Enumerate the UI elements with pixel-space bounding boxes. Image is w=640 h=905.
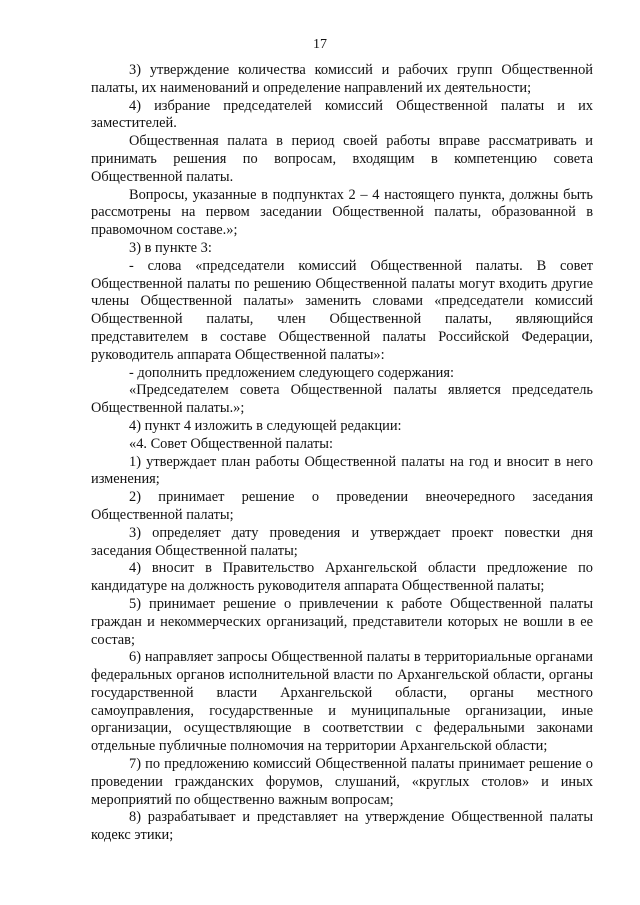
list-item-8: 8) разрабатывает и представляет на утверждение Общественной палаты кодекс этики; [91, 809, 593, 844]
paragraph-council-chair: «Председателем совета Общественной палаты является председатель Общественной палаты.»; [91, 382, 593, 417]
list-item-7: 7) по предложению комиссий Общественной палаты принимает решение о проведении гражданских форумов, слушаний, «круглых столов» и иных мероприятий по общественно важным вопросам; [91, 756, 593, 808]
paragraph-point-4-heading: 4) пункт 4 изложить в следующей редакции: [129, 417, 402, 434]
list-item-1: 1) утверждает план работы Общественной палаты на год и вносит в него изменения; [91, 453, 593, 488]
paragraph-add-sentence: - дополнить предложением следующего содержания: [129, 364, 454, 381]
paragraph-powers: Общественная палата в период своей работы вправе рассматривать и принимать решения по вопросам, входящим в компетенцию совета Общественной палаты. [91, 133, 593, 185]
list-item-3: 3) определяет дату проведения и утверждает проект повестки дня заседания Общественной палаты; [91, 524, 593, 559]
paragraph-first-meeting: Вопросы, указанные в подпунктах 2 – 4 настоящего пункта, должны быть рассмотрены на первом заседании Общественной палаты, образованной в правомочном составе.»; [91, 186, 593, 239]
paragraph-council-title: «4. Совет Общественной палаты: [129, 435, 333, 452]
paragraph-item-3: 3) утверждение количества комиссий и рабочих групп Общественной палаты, их наименований и определение направлений их деятельности; [91, 62, 593, 96]
paragraph-point-3-heading: 3) в пункте 3: [129, 239, 212, 256]
list-item-6: 6) направляет запросы Общественной палаты в территориальные органами федеральных органов исполнительной власти по Архангельской области, органы государственной власти Архангельской области, органы местного самоуправления, государственные и муниципальные организации, иные организации, осуществляющие в соответствии с федеральными законами отдельные публичные полномочия на территории Архангельской области; [91, 649, 593, 755]
page-number: 17 [313, 37, 327, 52]
list-item-5: 5) принимает решение о привлечении к работе Общественной палаты граждан и некоммерческих организаций, представители которых не вошли в ее состав; [91, 595, 593, 648]
list-item-2: 2) принимает решение о проведении внеочередного заседания Общественной палаты; [91, 489, 593, 523]
document-body [91, 62, 593, 845]
list-item-4: 4) вносит в Правительство Архангельской области предложение по кандидатуре на должность руководителя аппарата Общественной палаты; [91, 560, 593, 595]
paragraph-item-4: 4) избрание председателей комиссий Общественной палаты и их заместителей. [91, 97, 593, 132]
paragraph-replace-words: - слова «председатели комиссий Общественной палаты. В совет Общественной палаты по решению Общественной палаты могут входить другие члены Общественной палаты» заменить словами «председатели комиссий Общественной палаты, член Общественной палаты, являющийся представителем в составе Общественной палаты Российской Федерации, руководитель аппарата Общественной палаты»: [91, 257, 593, 363]
